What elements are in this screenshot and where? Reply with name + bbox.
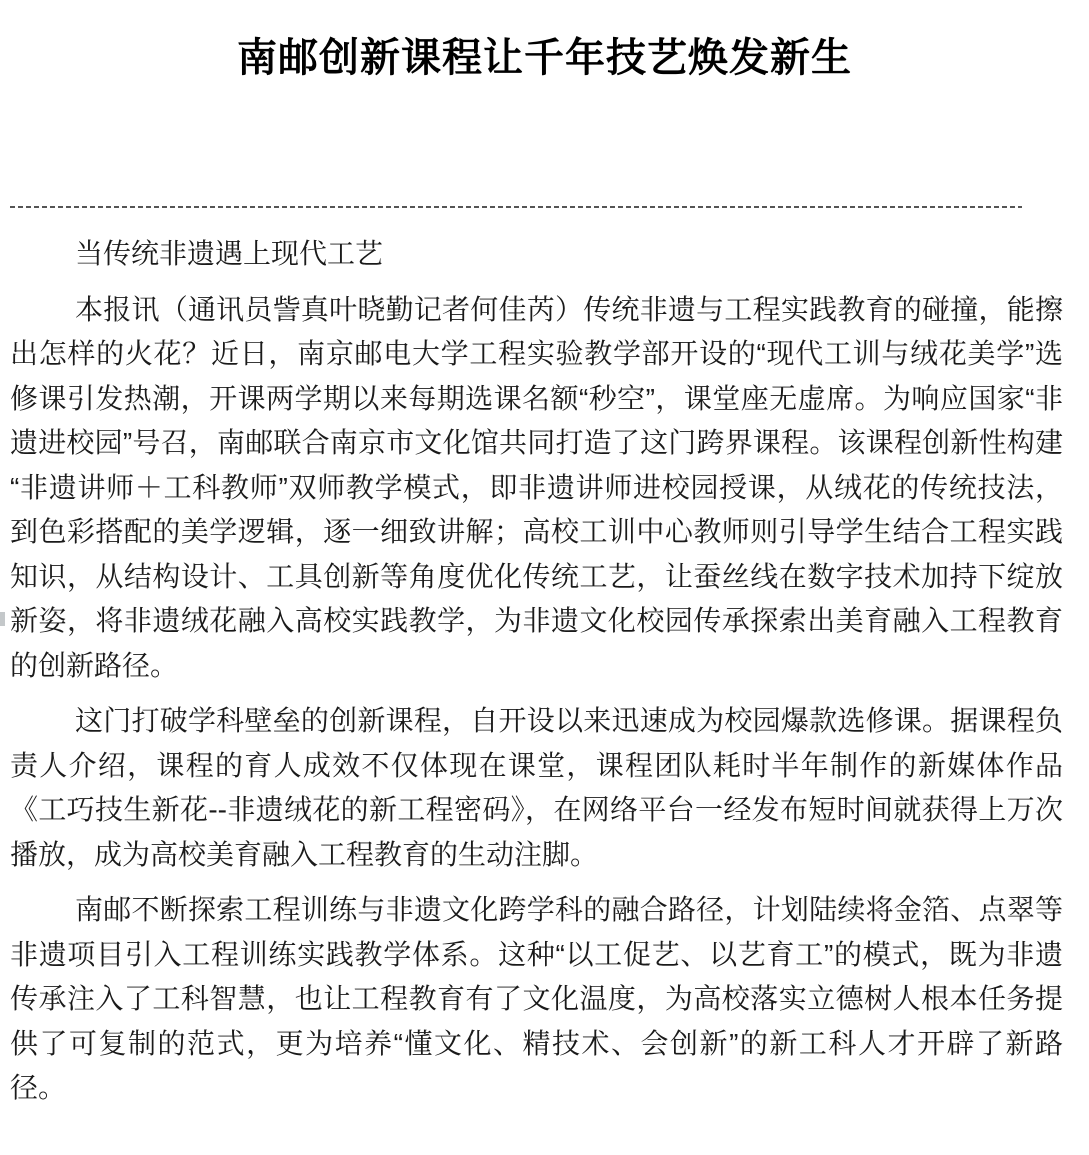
article-body bbox=[0, 232, 1089, 1111]
left-edge-scroll-artifact bbox=[0, 612, 5, 626]
dotted-separator bbox=[10, 206, 1022, 208]
paragraph-subheading: 当传统非遗遇上现代工艺 bbox=[75, 238, 384, 269]
paragraph: 本报讯（通讯员訾真叶晓勤记者何佳芮）传统非遗与工程实践教育的碰撞，能擦出怎样的火花？近日，南京邮电大学工程实验教学部开设的“现代工训与绒花美学”选修课引发热潮，开课两学期以来每期选课名额“秒空”，课堂座无虚席。为响应国家“非遗进校园”号召，南邮联合南京市文化馆共同打造了这门跨界课程。该课程创新性构建“非遗讲师＋工科教师”双师教学模式，即非遗讲师进校园授课，从绒花的传统技法，到色彩搭配的美学逻辑，逐一细致讲解；高校工训中心教师则引导学生结合工程实践知识，从结构设计、工具创新等角度优化传统工艺，让蚕丝线在数字技术加持下绽放新姿，将非遗绒花融入高校实践教学，为非遗文化校园传承探索出美育融入工程教育的创新路径。 bbox=[10, 293, 1063, 681]
paragraph: 这门打破学科壁垒的创新课程，自开设以来迅速成为校园爆款选修课。据课程负责人介绍，课程的育人成效不仅体现在课堂，课程团队耗时半年制作的新媒体作品《工巧技生新花--非遗绒花的新工程密码》，在网络平台一经发布短时间就获得上万次播放，成为高校美育融入工程教育的生动注脚。 bbox=[10, 705, 1063, 870]
article-title: 南邮创新课程让千年技艺焕发新生 bbox=[237, 36, 852, 80]
paragraph: 南邮不断探索工程训练与非遗文化跨学科的融合路径，计划陆续将金箔、点翠等非遗项目引入工程训练实践教学体系。这种“以工促艺、以艺育工”的模式，既为非遗传承注入了工科智慧，也让工程教育有了文化温度，为高校落实立德树人根本任务提供了可复制的范式，更为培养“懂文化、精技术、会创新”的新工科人才开辟了新路径。 bbox=[10, 894, 1063, 1103]
